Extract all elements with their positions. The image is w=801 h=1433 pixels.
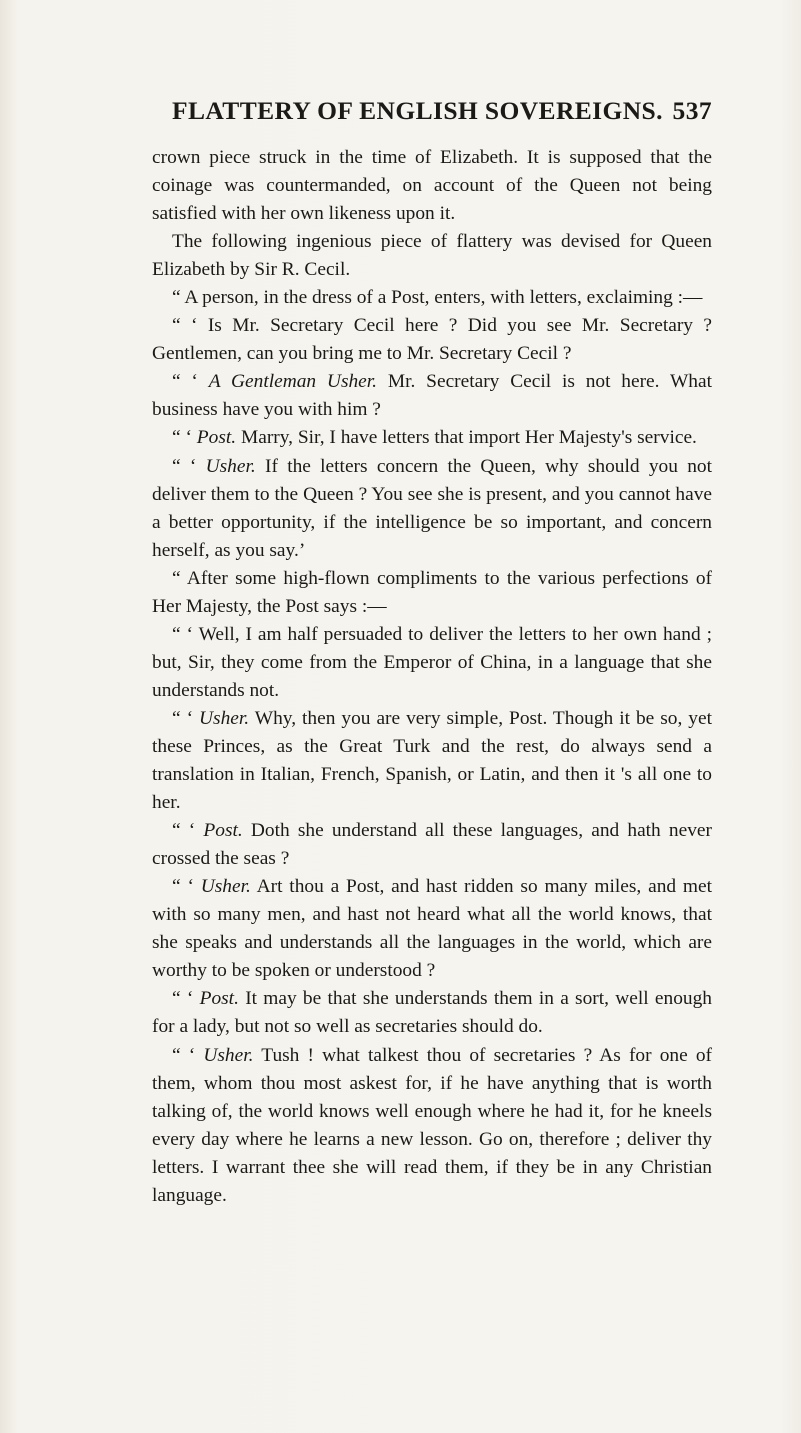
speaker-name: A Gentleman Usher. (208, 371, 378, 393)
dialogue-text: It may be that she understands them in a sort, well enough for a lady, but not so well as secretaries should do. (152, 988, 712, 1038)
dialogue-text: Mr. Secretary Cecil is not here. What business have you with him ? (152, 371, 712, 421)
quote-mark: “ ‘ (172, 455, 197, 477)
speaker-name: Usher. (199, 707, 250, 729)
paragraph: crown piece struck in the time of Elizabeth. It is supposed that the coinage was countermanded, on account of the Queen not being satisfied with her own likeness upon it. (152, 147, 712, 225)
dialogue-paragraph (152, 985, 712, 1041)
quote-mark: “ ‘ (172, 707, 194, 729)
dialogue-text: Doth she understand all these languages, and hath never crossed the seas ? (152, 820, 712, 870)
quote-mark: “ ‘ (172, 371, 198, 393)
dialogue-text: Marry, Sir, I have letters that import Her Majesty's service. (240, 427, 697, 449)
dialogue-paragraph (152, 705, 712, 817)
dialogue-paragraph (152, 368, 712, 424)
body-text (152, 144, 712, 1210)
dialogue-text: If the letters concern the Queen, why should you not deliver them to the Queen ? You see she is present, and you cannot have a better opportunity, if the intelligence be so important, and concern herself, as you say.’ (152, 455, 712, 561)
dialogue-text: Why, then you are very simple, Post. Though it be so, yet these Princes, as the Great Turk and the rest, do always send a translation in Italian, French, Spanish, or Latin, and then it 's all one to her. (152, 707, 712, 814)
dialogue-paragraph (152, 873, 712, 985)
dialogue-paragraph (152, 1042, 712, 1210)
paragraph: “ A person, in the dress of a Post, enters, with letters, exclaiming :— (172, 287, 703, 309)
quote-mark: “ ‘ (172, 820, 196, 842)
paragraph: The following ingenious piece of flattery was devised for Queen Elizabeth by Sir R. Cecil. (152, 231, 712, 281)
running-title: FLATTERY OF ENGLISH SOVEREIGNS. (172, 96, 663, 125)
speaker-name: Post. (196, 427, 237, 449)
page-number: 537 (672, 96, 712, 125)
dialogue-text: Art thou a Post, and hast ridden so many miles, and met with so many men, and hast not heard what all the world knows, that she speaks and understands all the languages in the world, which are worthy to be spoken or understood ? (152, 876, 712, 982)
quote-mark: “ ‘ (172, 988, 194, 1010)
dialogue-text: Tush ! what talkest thou of secretaries ? As for one of them, whom thou most askest for, if he have anything that is worth talking of, the world knows well enough where he had it, for he kneels every day where he learns a new lesson. Go on, therefore ; deliver thy letters. I warrant thee she will read them, if they be in any Christian language. (152, 1044, 712, 1206)
dialogue-paragraph (152, 453, 712, 565)
dialogue-paragraph (152, 817, 712, 873)
running-header (172, 96, 712, 130)
paragraph: “ ‘ Well, I am half persuaded to deliver the letters to her own hand ; but, Sir, they come from the Emperor of China, in a language that she understands not. (152, 623, 712, 701)
speaker-name: Post. (203, 820, 243, 842)
quote-mark: “ ‘ (172, 427, 192, 449)
quote-mark: “ ‘ (172, 1044, 196, 1066)
speaker-name: Post. (199, 988, 239, 1010)
speaker-name: Usher. (200, 876, 251, 898)
speaker-name: Usher. (203, 1044, 254, 1066)
paragraph: “ ‘ Is Mr. Secretary Cecil here ? Did you see Mr. Secretary ? Gentlemen, can you bring me to Mr. Secretary Cecil ? (152, 315, 712, 365)
quote-mark: “ ‘ (172, 876, 194, 898)
dialogue-paragraph (152, 424, 712, 452)
speaker-name: Usher. (205, 455, 256, 477)
paragraph: “ After some high-flown compliments to the various perfections of Her Majesty, the Post says :— (152, 567, 712, 617)
